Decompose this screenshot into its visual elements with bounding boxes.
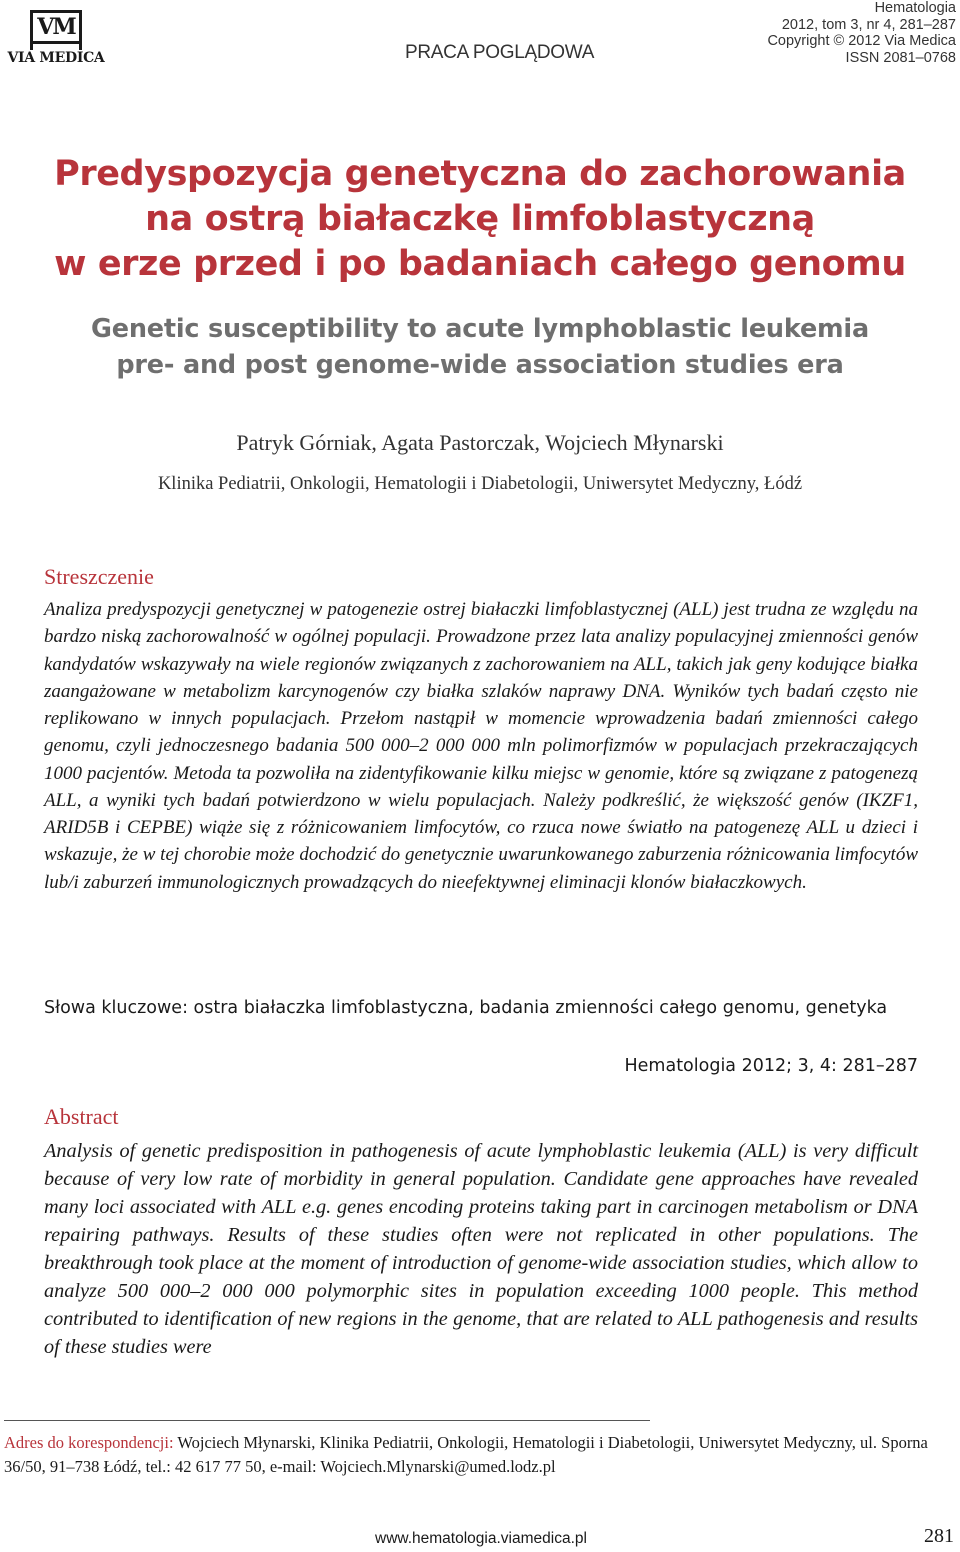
correspondence-label: Adres do korespondencji: bbox=[4, 1433, 174, 1452]
title-polish-line: na ostrą białaczkę limfoblastyczną bbox=[145, 199, 815, 239]
title-english-line: Genetic susceptibility to acute lymphoblastic leukemia bbox=[91, 314, 869, 344]
vm-logo-mark: VM bbox=[30, 10, 82, 44]
page-number: 281 bbox=[924, 1525, 954, 1547]
journal-name: Hematologia bbox=[874, 0, 956, 16]
logo-frame bbox=[30, 42, 82, 50]
title-english bbox=[0, 311, 960, 383]
abstract-text: Analysis of genetic predisposition in pathogenesis of acute lymphoblastic leukemia (ALL) is very difficult because of very low rate of morbidity in general population. Candidate gene approaches have revealed many loci associated with ALL e.g. genes encoding proteins taking part in carcinogen metabolism or DNA repairing pathways. Results of these studies often were not replicated in other populations. The breakthrough took place at the moment of introduction of genome-wide association studies, which allow to analyze 500 000–2 000 000 polymorphic sites in population exceeding 1000 people. This method contributed to identification of new regions in the genome, that are related to ALL pathogenesis and results of these studies were bbox=[44, 1140, 918, 1358]
keywords: Słowa kluczowe: ostra białaczka limfoblastyczna, badania zmienności całego genomu, genetyka bbox=[44, 998, 888, 1018]
journal-copyright: Copyright © 2012 Via Medica bbox=[767, 33, 956, 49]
correspondence-text: Wojciech Młynarski, Klinika Pediatrii, Onkologii, Hematologii i Diabetologii, Uniwersytet Medyczny, ul. Sporna 36/50, 91–738 Łódź, tel.: 42 617 77 50, e-mail: Wojciech.Mlynarski@umed.lodz.pl bbox=[4, 1433, 928, 1476]
title-english-line: pre- and post genome-wide association studies era bbox=[116, 350, 844, 380]
streszczenie-text: Analiza predyspozycji genetycznej w patogenezie ostrej białaczki limfoblastycznej (ALL) jest trudna ze względu na bardzo niską zachorowalność w ogólnej populacji. Prowadzone przez lata analizy populacyjnej zmienności genów kandydatów wskazywały na wiele regionów związanych z zachorowaniem na ALL, takich jak geny kodujące białka zaangażowane w metabolizm karcynogenów czy białka szlaków naprawy DNA. Wyników tych badań często nie replikowano w innych populacjach. Przełom nastąpił w momencie wprowadzenia badań zmienności całego genomu, czyli jednoczesnego badania 500 000–2 000 000 mln polimorfizmów w populacjach przekraczających 1000 pacjentów. Metoda ta pozwoliła na zidentyfikowanie kilku miejsc w genomie, które są związane z patogenezą ALL, a wyniki tych badań potwierdzono w wielu populacjach. Należy podkreślić, że większość genów (IKZF1, ARID5B i CEPBE) wiąże się z różnicowaniem limfocytów, co rzuca nowe światło na patogenezę ALL u dzieci i wskazuje, że w tej chorobie może dochodzić do genetycznie uwarunkowanego zaburzenia różnicowania limfocytów lub/i zaburzeń immunologicznych prowadzących do nieefektywnej eliminacji klonów białaczkowych. bbox=[44, 599, 918, 893]
journal-url-link[interactable]: www.hematologia.viamedica.pl bbox=[375, 1530, 587, 1547]
title-polish-line: Predyspozycja genetyczna do zachorowania bbox=[54, 154, 906, 194]
journal-info bbox=[767, 0, 956, 66]
via-medica-logo bbox=[4, 10, 104, 70]
streszczenie-heading: Streszczenie bbox=[44, 564, 154, 589]
abstract-heading: Abstract bbox=[44, 1104, 119, 1129]
footnote-divider bbox=[4, 1420, 650, 1421]
citation: Hematologia 2012; 3, 4: 281–287 bbox=[624, 1056, 918, 1076]
journal-issn: ISSN 2081–0768 bbox=[845, 49, 956, 66]
section-label: PRACA POGLĄDOWA bbox=[405, 42, 595, 63]
authors: Patryk Górniak, Agata Pastorczak, Wojciech Młynarski bbox=[236, 430, 724, 455]
title-polish bbox=[0, 152, 960, 287]
title-polish-line: w erze przed i po badaniach całego genomu bbox=[54, 244, 906, 284]
logo-brand-text: VIA MEDICA bbox=[7, 50, 105, 66]
affiliation: Klinika Pediatrii, Onkologii, Hematologii i Diabetologii, Uniwersytet Medyczny, Łódź bbox=[157, 474, 803, 494]
journal-issue: 2012, tom 3, nr 4, 281–287 bbox=[781, 16, 956, 33]
correspondence-footnote bbox=[4, 1431, 956, 1479]
